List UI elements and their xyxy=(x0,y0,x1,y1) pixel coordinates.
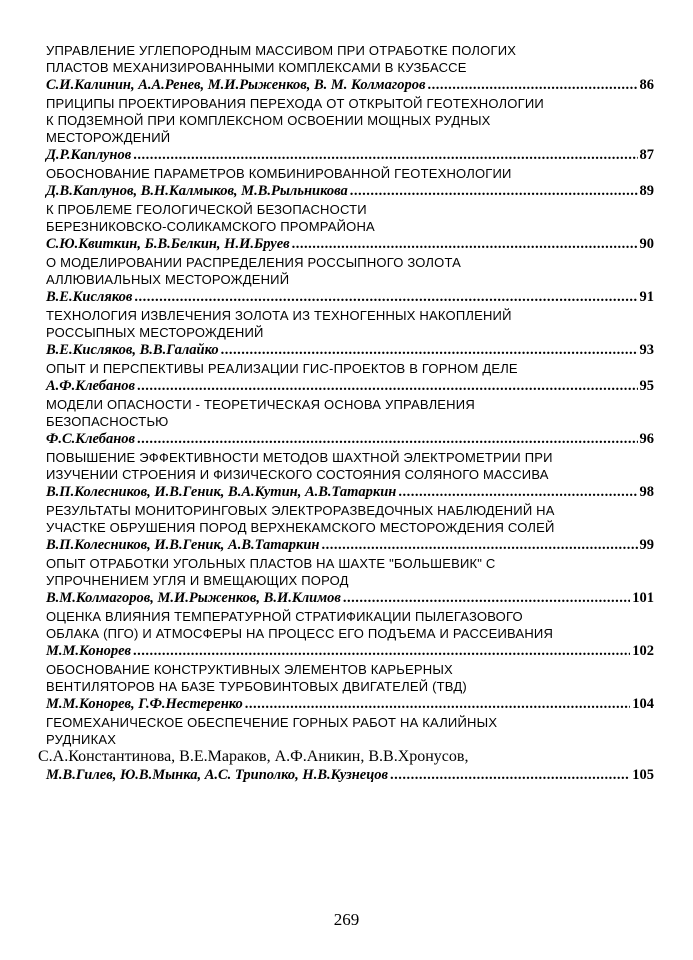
entry-title-line: УПРАВЛЕНИЕ УГЛЕПОРОДНЫМ МАССИВОМ ПРИ ОТРАБОТКЕ ПОЛОГИХ xyxy=(46,43,517,58)
entry-author-row xyxy=(46,235,654,254)
entry-title-line: АЛЛЮВИАЛЬНЫХ МЕСТОРОЖДЕНИЙ xyxy=(46,272,290,287)
entry-author-row xyxy=(46,766,654,785)
toc-entry xyxy=(38,661,654,714)
entry-page-number: 89 xyxy=(639,183,654,199)
entry-page-number: 98 xyxy=(639,484,654,500)
page-number: 269 xyxy=(333,910,360,929)
entry-author-row xyxy=(46,642,654,661)
entry-authors: В.М.Колмагоров, М.И.Рыженков, В.И.Климов xyxy=(46,590,341,606)
entry-author-row xyxy=(46,536,654,555)
dot-leader xyxy=(137,377,637,396)
entry-page-number: 102 xyxy=(632,643,654,659)
entry-title-line: РОССЫПНЫХ МЕСТОРОЖДЕНИЙ xyxy=(46,325,264,340)
entry-page-number: 90 xyxy=(639,236,654,252)
entry-page-number: 95 xyxy=(639,378,654,394)
entry-title-line: ИЗУЧЕНИИ СТРОЕНИЯ И ФИЗИЧЕСКОГО СОСТОЯНИЯ СОЛЯНОГО МАССИВА xyxy=(46,467,549,482)
entry-title-line: УЧАСТКЕ ОБРУШЕНИЯ ПОРОД ВЕРХНЕКАМСКОГО МЕСТОРОЖДЕНИЯ СОЛЕЙ xyxy=(46,520,555,535)
entry-page-number: 87 xyxy=(639,147,654,163)
entry-title-line: РУДНИКАХ xyxy=(46,732,117,747)
entry-title-line: ТЕХНОЛОГИЯ ИЗВЛЕЧЕНИЯ ЗОЛОТА ИЗ ТЕХНОГЕННЫХ НАКОПЛЕНИЙ xyxy=(46,308,512,323)
entry-author-row xyxy=(46,288,654,307)
entry-author-row xyxy=(46,430,654,449)
entry-title-line: ПЛАСТОВ МЕХАНИЗИРОВАННЫМИ КОМПЛЕКСАМИ В КУЗБАССЕ xyxy=(46,60,467,75)
toc-entry xyxy=(38,714,654,785)
entry-title-line: УПРОЧНЕНИЕМ УГЛЯ И ВМЕЩАЮЩИХ ПОРОД xyxy=(46,573,349,588)
entry-authors: С.Ю.Квиткин, Б.В.Белкин, Н.И.Бруев xyxy=(46,236,290,252)
toc-entry xyxy=(38,449,654,502)
entry-title-line: К ПОДЗЕМНОЙ ПРИ КОМПЛЕКСНОМ ОСВОЕНИИ МОЩНЫХ РУДНЫХ xyxy=(46,113,491,128)
table-of-contents xyxy=(38,42,654,785)
entry-page-number: 99 xyxy=(639,537,654,553)
toc-entry xyxy=(38,396,654,449)
entry-title-line: МОДЕЛИ ОПАСНОСТИ - ТЕОРЕТИЧЕСКАЯ ОСНОВА УПРАВЛЕНИЯ xyxy=(46,397,475,412)
dot-leader xyxy=(133,642,630,661)
dot-leader xyxy=(134,288,637,307)
toc-entry xyxy=(38,502,654,555)
entry-authors: В.П.Колесников, И.В.Геник, В.А.Кутин, А.В.Татаркин xyxy=(46,484,397,500)
entry-title-line: ОБОСНОВАНИЕ ПАРАМЕТРОВ КОМБИНИРОВАННОЙ ГЕОТЕХНОЛОГИИ xyxy=(46,166,512,181)
toc-entry xyxy=(38,360,654,396)
entry-page-number: 86 xyxy=(639,77,654,93)
entry-title-line: БЕЗОПАСНОСТЬЮ xyxy=(46,414,169,429)
toc-entry xyxy=(38,555,654,608)
entry-authors: В.Е.Кисляков xyxy=(46,289,133,305)
entry-title-line: ОБЛАКА (ПГО) И АТМОСФЕРЫ НА ПРОЦЕСС ЕГО ПОДЪЕМА И РАССЕИВАНИЯ xyxy=(46,626,554,641)
entry-title-line: ОПЫТ И ПЕРСПЕКТИВЫ РЕАЛИЗАЦИИ ГИС-ПРОЕКТОВ В ГОРНОМ ДЕЛЕ xyxy=(46,361,518,376)
entry-authors: А.Ф.Клебанов xyxy=(46,378,136,394)
entry-authors: Д.Р.Каплунов xyxy=(46,147,132,163)
entry-title-line: ОЦЕНКА ВЛИЯНИЯ ТЕМПЕРАТУРНОЙ СТРАТИФИКАЦИИ ПЫЛЕГАЗОВОГО xyxy=(46,609,523,624)
entry-title-line: БЕРЕЗНИКОВСКО-СОЛИКАМСКОГО ПРОМРАЙОНА xyxy=(46,219,375,234)
dot-leader xyxy=(343,589,630,608)
entry-authors: М.М.Конорев xyxy=(46,643,132,659)
entry-title-line: О МОДЕЛИРОВАНИИ РАСПРЕДЕЛЕНИЯ РОССЫПНОГО ЗОЛОТА xyxy=(46,255,462,270)
entry-authors-line: С.А.Константинова, В.Е.Мараков, А.Ф.Аникин, В.В.Хронусов, xyxy=(38,748,469,765)
entry-title-line: РЕЗУЛЬТАТЫ МОНИТОРИНГОВЫХ ЭЛЕКТРОРАЗВЕДОЧНЫХ НАБЛЮДЕНИЙ НА xyxy=(46,503,555,518)
entry-authors: М.М.Конорев, Г.Ф.Нестеренко xyxy=(46,696,243,712)
entry-title-line: ПРИЦИПЫ ПРОЕКТИРОВАНИЯ ПЕРЕХОДА ОТ ОТКРЫТОЙ ГЕОТЕХНОЛОГИИ xyxy=(46,96,544,111)
entry-author-row xyxy=(46,76,654,95)
entry-author-row xyxy=(46,695,654,714)
entry-title-line: ГЕОМЕХАНИЧЕСКОЕ ОБЕСПЕЧЕНИЕ ГОРНЫХ РАБОТ НА КАЛИЙНЫХ xyxy=(46,715,498,730)
entry-page-number: 91 xyxy=(639,289,654,305)
entry-page-number: 101 xyxy=(632,590,654,606)
entry-page-number: 96 xyxy=(639,431,654,447)
entry-authors: М.В.Гилев, Ю.В.Мынка, А.С. Триполко, Н.В.Кузнецов xyxy=(46,767,389,783)
dot-leader xyxy=(390,766,630,785)
dot-leader xyxy=(292,235,638,254)
entry-title-line: ОБОСНОВАНИЕ КОНСТРУКТИВНЫХ ЭЛЕМЕНТОВ КАРЬЕРНЫХ xyxy=(46,662,453,677)
entry-title-line: ПОВЫШЕНИЕ ЭФФЕКТИВНОСТИ МЕТОДОВ ШАХТНОЙ ЭЛЕКТРОМЕТРИИ ПРИ xyxy=(46,450,553,465)
entry-page-number: 93 xyxy=(639,342,654,358)
entry-title-line: К ПРОБЛЕМЕ ГЕОЛОГИЧЕСКОЙ БЕЗОПАСНОСТИ xyxy=(46,202,367,217)
entry-author-row xyxy=(46,377,654,396)
toc-entry xyxy=(38,307,654,360)
entry-title-line: ВЕНТИЛЯТОРОВ НА БАЗЕ ТУРБОВИНТОВЫХ ДВИГАТЕЛЕЙ (ТВД) xyxy=(46,679,467,694)
entry-authors: Ф.С.Клебанов xyxy=(46,431,136,447)
entry-author-row xyxy=(46,589,654,608)
entry-authors: С.И.Калинин, А.А.Ренев, М.И.Рыженков, В. М. Колмагоров xyxy=(46,77,426,93)
entry-author-row xyxy=(46,146,654,165)
dot-leader xyxy=(133,146,637,165)
dot-leader xyxy=(137,430,637,449)
entry-page-number: 105 xyxy=(632,767,654,783)
entry-page-number: 104 xyxy=(632,696,654,712)
dot-leader xyxy=(398,483,637,502)
entry-author-row xyxy=(46,182,654,201)
toc-entry xyxy=(38,201,654,254)
toc-entry xyxy=(38,42,654,95)
entry-authors: В.Е.Кисляков, В.В.Галайко xyxy=(46,342,219,358)
entry-author-row xyxy=(46,341,654,360)
dot-leader xyxy=(245,695,630,714)
toc-entry xyxy=(38,95,654,165)
dot-leader xyxy=(427,76,637,95)
entry-title-line: ОПЫТ ОТРАБОТКИ УГОЛЬНЫХ ПЛАСТОВ НА ШАХТЕ "БОЛЬШЕВИК" С xyxy=(46,556,496,571)
entry-author-row xyxy=(46,483,654,502)
toc-entry xyxy=(38,165,654,201)
entry-authors: В.П.Колесников, И.В.Геник, А.В.Татаркин xyxy=(46,537,320,553)
entry-authors: Д.В.Каплунов, В.Н.Калмыков, М.В.Рыльникова xyxy=(46,183,348,199)
toc-entry xyxy=(38,608,654,661)
dot-leader xyxy=(350,182,638,201)
dot-leader xyxy=(221,341,638,360)
dot-leader xyxy=(321,536,637,555)
toc-entry xyxy=(38,254,654,307)
entry-title-line: МЕСТОРОЖДЕНИЙ xyxy=(46,130,171,145)
